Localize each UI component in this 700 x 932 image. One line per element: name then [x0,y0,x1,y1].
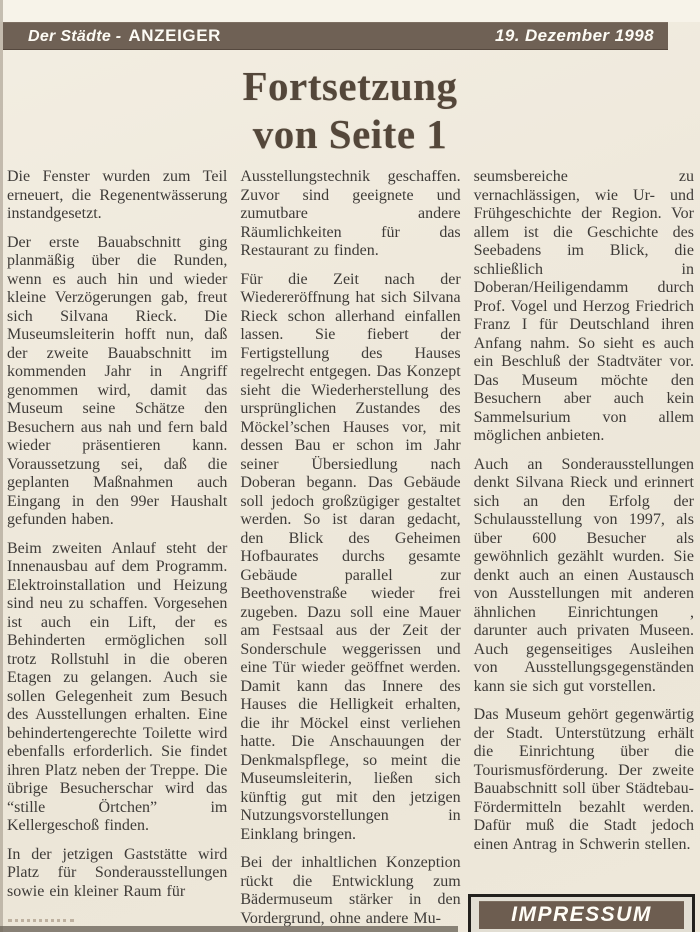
paragraph: seumsbereiche zu vernachlässigen, wie Ur- und Frühgeschichte der Region. Vor allem ist die Geschichte des Seebadens im Blick, die schließlich in Doberan/Heiligendamm durch Prof. Vogel und Herzog Friedrich Franz I für Deutschland ihren Anfang nahm. So sieht es auch ein Beschluß der Stadtväter vor. Das Museum möchte den Besuchern aber auch kein Sammelsurium von allem möglichen anbieten. [473,168,694,444]
cut-marks [8,919,74,922]
paragraph: Auch an Sonderausstellungen denkt Silvana Rieck und erinnert sich an den Erfolg der Schulausstellung von 1997, als über 600 Besucher als gewöhnlich gezählt wurden. Sie denkt auch an einen Austausch von Ausstellungen mit anderen ähnlichen Einrichtungen , darunter auch privaten Museen. Auch gegenseitiges Ausleihen von Ausstellungsgegenständen kann sie sich gut vorstellen. [473,455,694,695]
article-headline [0,62,700,158]
masthead [28,26,221,46]
masthead-prefix: Der Städte - [28,27,122,45]
paragraph: Bei der inhaltlichen Konzeption rückt die Entwicklung zum Bädermuseum stärker in den Vordergrund, ohne andere Mu- [240,854,461,927]
impressum-label: IMPRESSUM [479,901,684,929]
paragraph: In der jetzigen Gaststätte wird Platz für Sonderausstellungen sowie ein kleiner Raum für [7,845,228,900]
masthead-bar [3,22,668,49]
scan-bottom-edge [0,926,458,932]
issue-date: 19. Dezember 1998 [495,25,654,45]
column-3 [474,168,694,932]
paragraph: Beim zweiten Anlauf steht der Innenausbau auf dem Programm. Elektroinstallation und Heizung sind neu zu schaffen. Vorgesehen ist auch ein Lift, der es Behinderten ermöglichen soll trotz Rollstuhl in die oberen Etagen zu gelangen. Auch sie sollen Gelegenheit zum Besuch des Ausstellungen erhalten. Eine behindertengerechte Toilette wird ebenfalls erforderlich. Sie findet ihren Platz neben der Treppe. Die übrige Besucherschar wird das “stille Örtchen” im Kellergeschoß finden. [7,539,228,834]
article-body [7,168,694,932]
paragraph: Für die Zeit nach der Wiedereröffnung hat sich Silvana Rieck schon allerhand einfallen lassen. Sie fiebert der Fertigstellung des Hauses regelrecht entgegen. Das Konzept sieht die Wiederherstellung des ursprünglichen Zustandes des Möckel’schen Hauses vor, mit dessen Bau er schon im Jahr seiner Übersiedlung nach Doberan begann. Das Gebäude soll jedoch großzügiger gestaltet werden. So ist daran gedacht, den Blick des Geheimen Hofbaurates durchs gesamte Gebäude parallel zur Beethovenstraße wieder frei zugeben. Dazu soll eine Mauer am Festsaal aus der Zeit der Sonderschule weggerissen und eine Tür wieder geöffnet werden. Damit kann das Innere des Hauses die Helligkeit erhalten, die ihr Möckel einst verliehen hatte. Die Anschauungen der Denkmalspflege, so meint die Museumsleiterin, ließen sich künftig gut mit den jetzigen Nutzungsvorstellungen in Einklang bringen. [240,270,461,843]
paragraph: Die Fenster wurden zum Teil erneuert, die Regenentwässerung instandgesetzt. [7,168,228,222]
column-2 [240,168,460,932]
paragraph: Ausstellungstechnik geschaffen. Zuvor sind geeignete und zumutbare andere Räumlichkeiten für das Restaurant zu finden. [240,168,461,259]
impressum-box [468,894,695,932]
paragraph: Das Museum gehört gegenwärtig der Stadt. Unterstützung erhält die Einrichtung über die Tourismusförderung. Der zweite Bauabschnitt soll über Städtebau-Fördermitteln bezahlt werden. Dafür muß die Stadt jedoch einen Antrag in Schwerin stellen. [473,706,694,853]
headline-line-1: Fortsetzung [242,63,458,109]
paragraph: Der erste Bauabschnitt ging planmäßig über die Runden, wenn es auch hin und wieder kleine Verzögerungen gab, freut sich Silvana Rieck. Die Museumsleiterin hofft nun, daß der zweite Bauabschnitt im kommenden Jahr in Angriff genommen wird, damit das Museum seine Schätze den Besuchern aus nah und fern bald wieder präsentieren kann. Voraussetzung sei, daß die geplanten Maßnahmen auch Eingang in den 99er Haushalt gefunden haben. [7,233,228,528]
column-1 [7,168,227,932]
masthead-name: ANZEIGER [128,25,222,45]
headline-line-2: von Seite 1 [252,111,448,157]
paper-top-edge [0,0,700,22]
